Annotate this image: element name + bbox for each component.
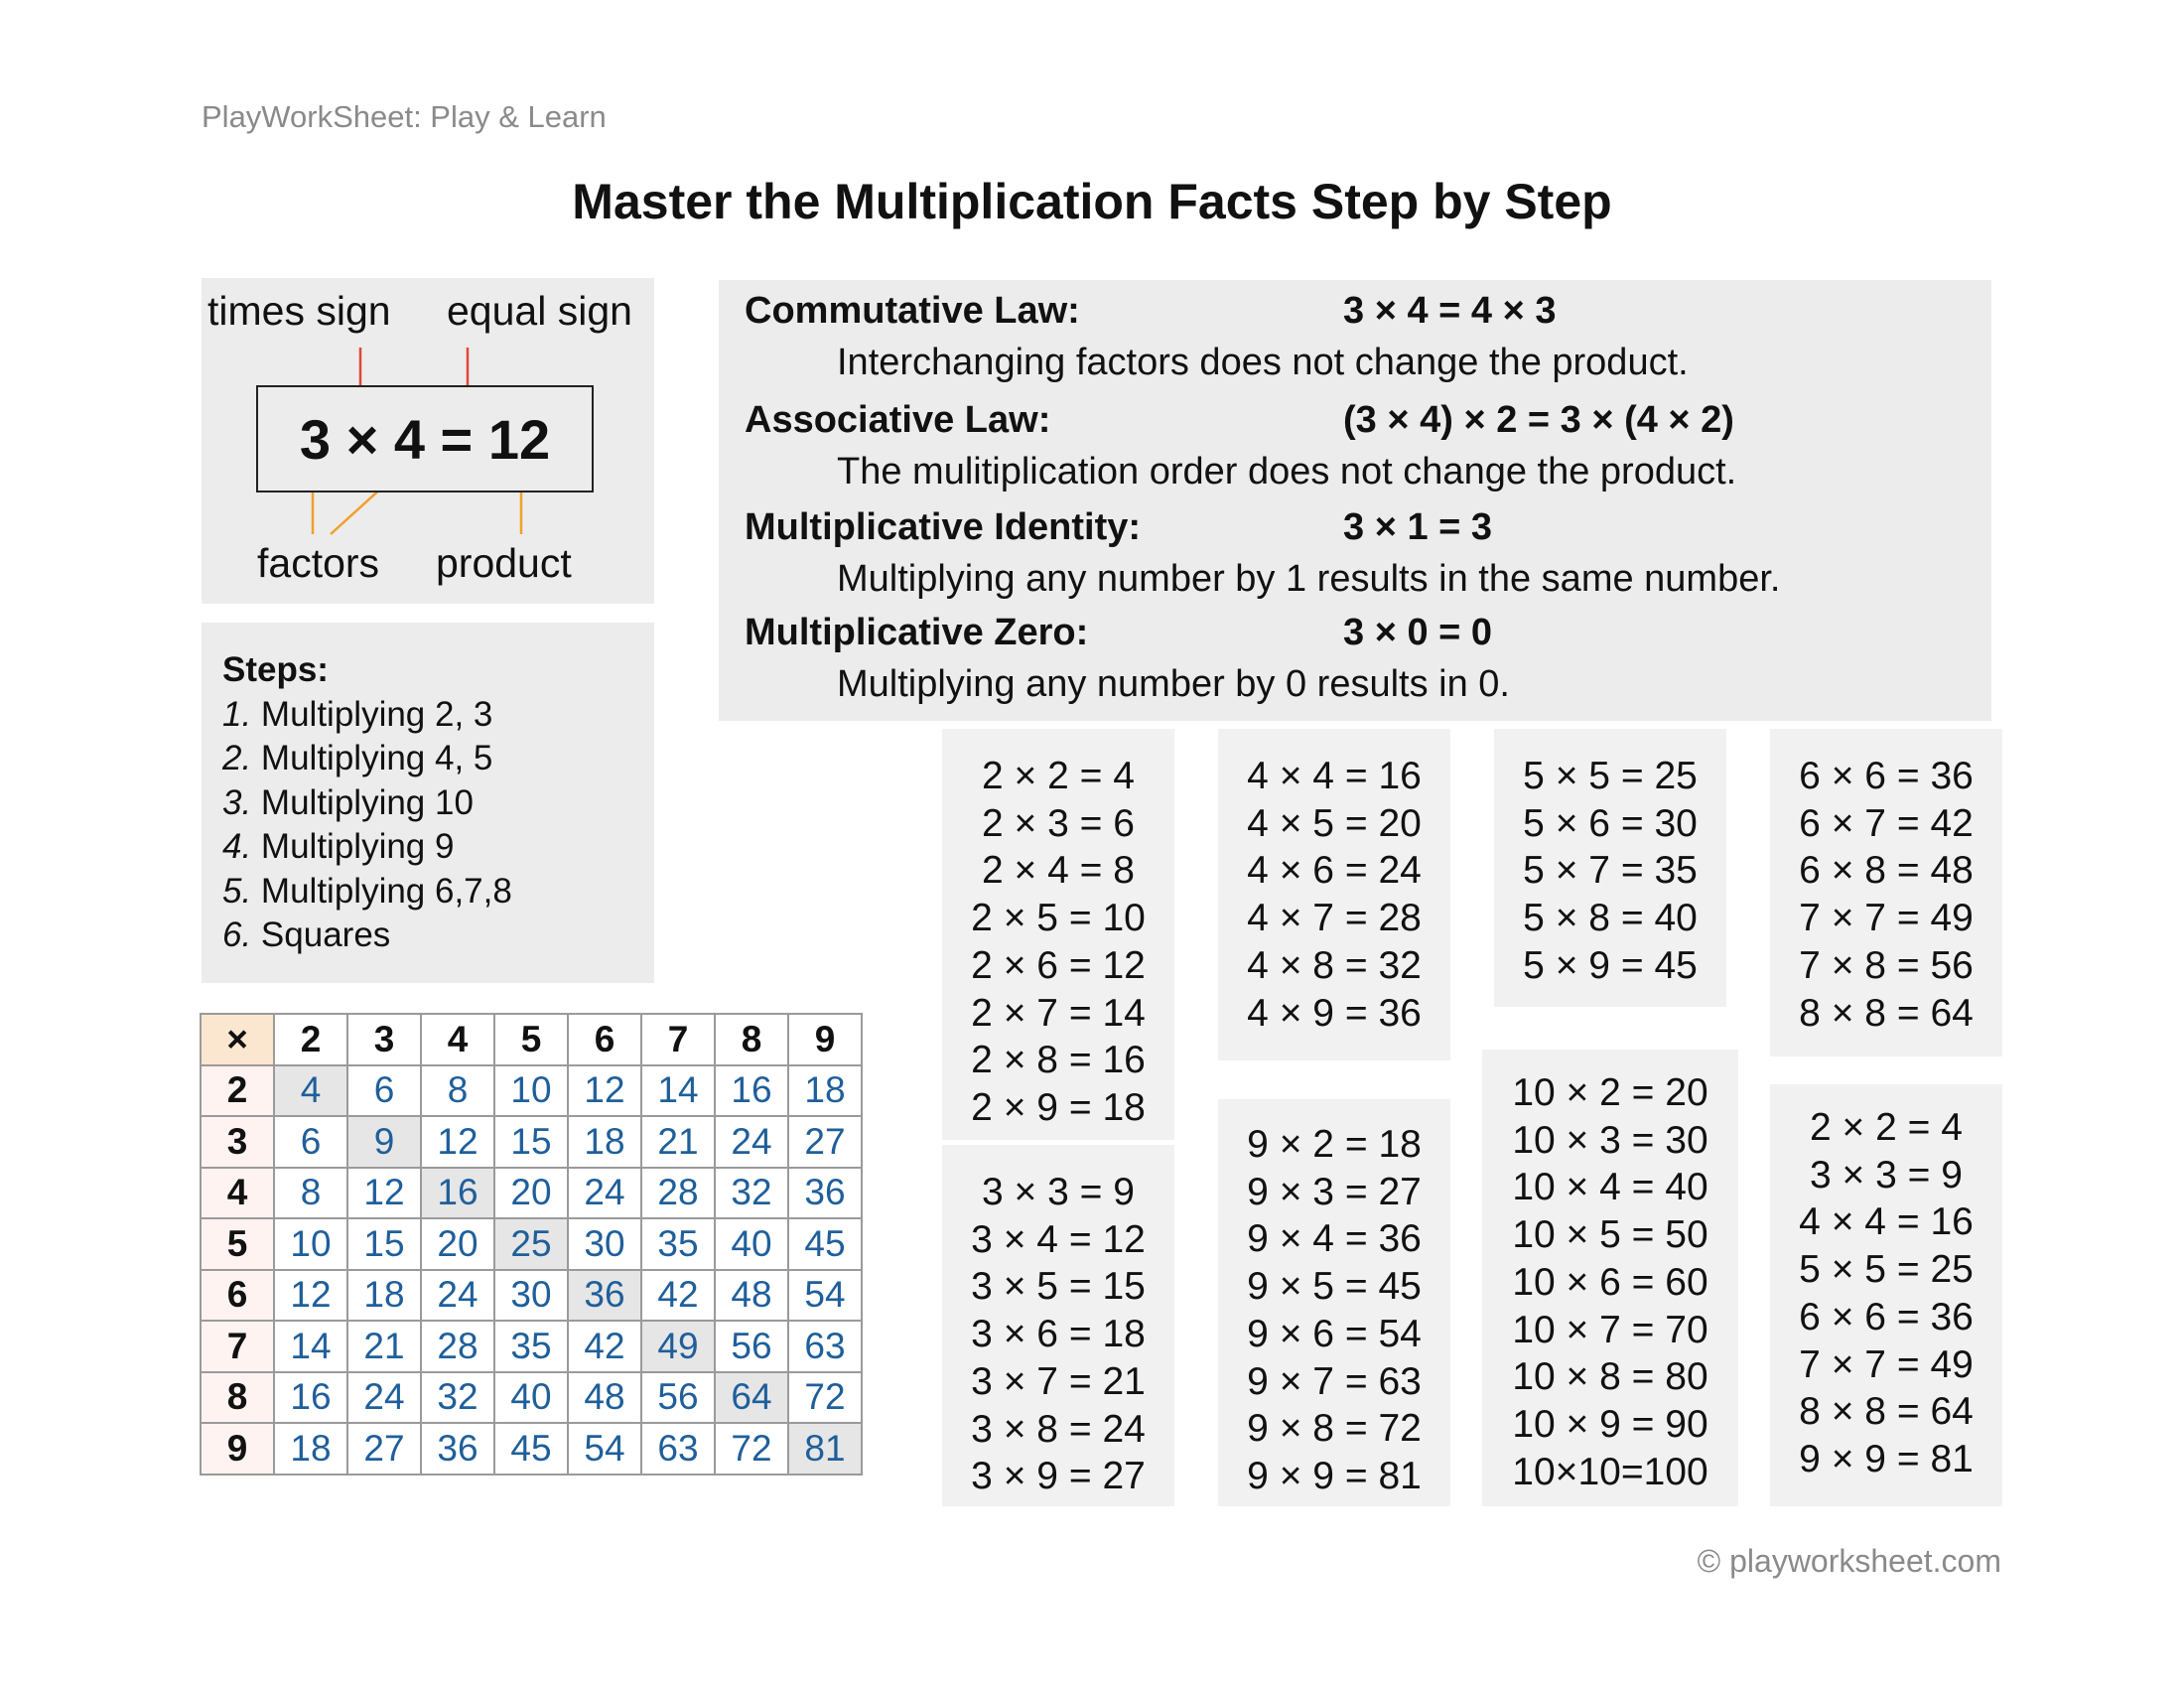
copyright-footer: © playworksheet.com (1697, 1543, 2001, 1579)
step-number: 1. (222, 694, 252, 734)
product-cell: 64 (715, 1372, 788, 1424)
step-item (222, 825, 654, 870)
product-cell: 21 (347, 1321, 421, 1372)
step-text: Multiplying 4, 5 (251, 739, 493, 777)
facts-box-fives (1494, 729, 1726, 1007)
multiplication-table (200, 1013, 863, 1476)
fact-line: 8 × 8 = 64 (1799, 1390, 1974, 1434)
product-cell: 12 (421, 1116, 494, 1168)
product-cell: 63 (788, 1321, 862, 1372)
equal-sign-label: equal sign (447, 288, 632, 334)
times-sign-label: times sign (207, 288, 391, 334)
fact-line: 9 × 7 = 63 (1247, 1359, 1422, 1403)
fact-line: 3 × 4 = 12 (971, 1217, 1146, 1261)
product-cell: 49 (641, 1321, 715, 1372)
fact-line: 5 × 8 = 40 (1523, 897, 1698, 940)
law-description: Multiplying any number by 0 results in 0. (837, 663, 1510, 705)
table-row (201, 1065, 862, 1117)
table-corner-cell: × (201, 1014, 274, 1065)
fact-line: 9 × 6 = 54 (1247, 1312, 1422, 1355)
row-header-cell: 7 (201, 1321, 274, 1372)
law-description: The mulitiplication order does not change the product. (837, 451, 1737, 492)
product-cell: 28 (421, 1321, 494, 1372)
column-header-cell: 6 (568, 1014, 641, 1065)
column-header-cell: 9 (788, 1014, 862, 1065)
table-row (201, 1218, 862, 1270)
fact-line: 2 × 5 = 10 (971, 897, 1146, 940)
product-cell: 24 (715, 1116, 788, 1168)
product-cell: 30 (494, 1270, 568, 1322)
product-cell: 6 (274, 1116, 347, 1168)
law-name: Multiplicative Identity: (745, 506, 1142, 548)
product-cell: 15 (494, 1116, 568, 1168)
product-cell: 12 (347, 1168, 421, 1219)
fact-line: 8 × 8 = 64 (1799, 991, 1974, 1035)
fact-line: 10 × 8 = 80 (1512, 1355, 1708, 1399)
product-cell: 30 (568, 1218, 641, 1270)
step-text: Squares (251, 915, 391, 954)
product-cell: 56 (641, 1372, 715, 1424)
product-cell: 14 (274, 1321, 347, 1372)
fact-line: 2 × 8 = 16 (971, 1039, 1146, 1082)
product-cell: 10 (274, 1218, 347, 1270)
column-header-cell: 5 (494, 1014, 568, 1065)
product-cell: 8 (421, 1065, 494, 1117)
column-header-cell: 7 (641, 1014, 715, 1065)
product-cell: 48 (715, 1270, 788, 1322)
laws-panel (719, 280, 1991, 721)
product-cell: 54 (788, 1270, 862, 1322)
product-cell: 36 (421, 1423, 494, 1475)
product-cell: 25 (494, 1218, 568, 1270)
fact-line: 4 × 4 = 16 (1247, 755, 1422, 797)
fact-line: 10 × 5 = 50 (1512, 1213, 1708, 1257)
step-number: 2. (222, 739, 252, 777)
steps-heading: Steps: (222, 650, 329, 689)
fact-line: 4 × 7 = 28 (1247, 897, 1422, 940)
row-header-cell: 9 (201, 1423, 274, 1475)
product-cell: 12 (568, 1065, 641, 1117)
facts-box-squares (1770, 1084, 2002, 1506)
product-cell: 18 (568, 1116, 641, 1168)
step-text: Multiplying 10 (251, 782, 474, 822)
fact-line: 5 × 9 = 45 (1523, 943, 1698, 987)
product-cell: 35 (641, 1218, 715, 1270)
product-cell: 21 (641, 1116, 715, 1168)
table-row (201, 1423, 862, 1475)
product-cell: 42 (568, 1321, 641, 1372)
product-cell: 16 (715, 1065, 788, 1117)
fact-line: 3 × 9 = 27 (971, 1455, 1146, 1498)
product-cell: 16 (274, 1372, 347, 1424)
product-cell: 8 (274, 1168, 347, 1219)
step-text: Multiplying 2, 3 (251, 694, 493, 734)
fact-line: 10 × 4 = 40 (1512, 1166, 1708, 1209)
product-label: product (436, 540, 572, 586)
table-header-row (201, 1014, 862, 1065)
product-cell: 18 (274, 1423, 347, 1475)
product-cell: 63 (641, 1423, 715, 1475)
fact-line: 4 × 4 = 16 (1799, 1200, 1974, 1244)
product-cell: 40 (494, 1372, 568, 1424)
step-item (222, 693, 654, 738)
brand-label: PlayWorkSheet: Play & Learn (202, 99, 607, 134)
fact-line: 5 × 5 = 25 (1523, 755, 1698, 797)
product-cell: 54 (568, 1423, 641, 1475)
fact-line: 10 × 2 = 20 (1512, 1071, 1708, 1114)
table-row (201, 1168, 862, 1219)
fact-line: 3 × 7 = 21 (971, 1359, 1146, 1403)
product-cell: 24 (347, 1372, 421, 1424)
fact-line: 5 × 6 = 30 (1523, 801, 1698, 845)
fact-line: 10 × 3 = 30 (1512, 1118, 1708, 1162)
product-cell: 20 (494, 1168, 568, 1219)
fact-line: 6 × 8 = 48 (1799, 849, 1974, 893)
fact-line: 9 × 8 = 72 (1247, 1407, 1422, 1451)
fact-line: 2 × 2 = 4 (1810, 1106, 1963, 1149)
fact-line: 2 × 4 = 8 (982, 849, 1135, 893)
product-cell: 48 (568, 1372, 641, 1424)
product-cell: 28 (641, 1168, 715, 1219)
step-text: Multiplying 9 (251, 827, 455, 866)
product-cell: 45 (494, 1423, 568, 1475)
law-name: Multiplicative Zero: (745, 612, 1089, 653)
product-cell: 14 (641, 1065, 715, 1117)
row-header-cell: 3 (201, 1116, 274, 1168)
fact-line: 9 × 9 = 81 (1247, 1454, 1422, 1497)
row-header-cell: 5 (201, 1218, 274, 1270)
fact-line: 4 × 9 = 36 (1247, 991, 1422, 1035)
product-cell: 20 (421, 1218, 494, 1270)
product-cell: 12 (274, 1270, 347, 1322)
law-description: Interchanging factors does not change the product. (837, 342, 1689, 383)
facts-box-nines (1218, 1099, 1450, 1506)
column-header-cell: 4 (421, 1014, 494, 1065)
facts-box-threes (942, 1145, 1174, 1506)
law-formula: (3 × 4) × 2 = 3 × (4 × 2) (1343, 399, 1734, 441)
fact-line: 4 × 6 = 24 (1247, 849, 1422, 893)
column-header-cell: 2 (274, 1014, 347, 1065)
fact-line: 7 × 7 = 49 (1799, 1342, 1974, 1386)
fact-line: 5 × 7 = 35 (1523, 849, 1698, 893)
product-cell: 15 (347, 1218, 421, 1270)
fact-line: 6 × 7 = 42 (1799, 801, 1974, 845)
column-header-cell: 8 (715, 1014, 788, 1065)
fact-line: 9 × 9 = 81 (1799, 1437, 1974, 1480)
product-cell: 18 (347, 1270, 421, 1322)
factors-label: factors (257, 540, 380, 586)
step-item (222, 737, 654, 781)
product-cell: 35 (494, 1321, 568, 1372)
steps-list (222, 693, 654, 958)
fact-line: 2 × 3 = 6 (982, 801, 1135, 845)
fact-line: 9 × 3 = 27 (1247, 1170, 1422, 1213)
fact-line: 2 × 6 = 12 (971, 943, 1146, 987)
equation-box: 3 × 4 = 12 (256, 385, 594, 492)
product-cell: 4 (274, 1065, 347, 1117)
facts-box-twos (942, 729, 1174, 1140)
row-header-cell: 6 (201, 1270, 274, 1322)
table-row (201, 1270, 862, 1322)
law-name: Commutative Law: (745, 290, 1080, 332)
fact-line: 3 × 5 = 15 (971, 1265, 1146, 1309)
product-cell: 27 (347, 1423, 421, 1475)
product-cell: 72 (715, 1423, 788, 1475)
steps-panel (202, 623, 654, 983)
law-description: Multiplying any number by 1 results in the same number. (837, 558, 1781, 600)
product-cell: 81 (788, 1423, 862, 1475)
fact-line: 4 × 5 = 20 (1247, 801, 1422, 845)
fact-line: 3 × 6 = 18 (971, 1313, 1146, 1356)
facts-box-sixes-sevens-eights (1770, 729, 2002, 1056)
page-title: Master the Multiplication Facts Step by Step (572, 174, 1612, 229)
fact-line: 7 × 8 = 56 (1799, 943, 1974, 987)
law-formula: 3 × 4 = 4 × 3 (1343, 290, 1557, 332)
fact-line: 2 × 7 = 14 (971, 991, 1146, 1035)
product-cell: 32 (715, 1168, 788, 1219)
fact-line: 10 × 9 = 90 (1512, 1402, 1708, 1446)
law-formula: 3 × 0 = 0 (1343, 612, 1493, 653)
law-formula: 3 × 1 = 3 (1343, 506, 1493, 548)
fact-line: 3 × 3 = 9 (1810, 1153, 1963, 1196)
fact-line: 2 × 2 = 4 (982, 755, 1135, 797)
fact-line: 2 × 9 = 18 (971, 1085, 1146, 1129)
product-cell: 16 (421, 1168, 494, 1219)
product-cell: 27 (788, 1116, 862, 1168)
product-cell: 24 (568, 1168, 641, 1219)
law-name: Associative Law: (745, 399, 1051, 441)
step-number: 6. (222, 915, 252, 954)
fact-line: 3 × 3 = 9 (982, 1171, 1135, 1213)
product-cell: 24 (421, 1270, 494, 1322)
product-cell: 32 (421, 1372, 494, 1424)
fact-line: 6 × 6 = 36 (1799, 1295, 1974, 1338)
step-item (222, 781, 654, 826)
step-number: 5. (222, 871, 252, 911)
facts-box-tens (1482, 1050, 1738, 1506)
fact-line: 5 × 5 = 25 (1799, 1248, 1974, 1292)
step-number: 4. (222, 827, 252, 866)
fact-line: 10×10=100 (1512, 1450, 1708, 1493)
product-cell: 72 (788, 1372, 862, 1424)
step-text: Multiplying 6,7,8 (251, 871, 512, 911)
fact-line: 6 × 6 = 36 (1799, 755, 1974, 797)
step-item (222, 914, 654, 958)
product-cell: 42 (641, 1270, 715, 1322)
fact-line: 9 × 4 = 36 (1247, 1217, 1422, 1261)
fact-line: 4 × 8 = 32 (1247, 943, 1422, 987)
fact-line: 10 × 7 = 70 (1512, 1308, 1708, 1351)
product-cell: 6 (347, 1065, 421, 1117)
product-cell: 10 (494, 1065, 568, 1117)
product-cell: 56 (715, 1321, 788, 1372)
fact-line: 9 × 2 = 18 (1247, 1123, 1422, 1166)
fact-line: 10 × 6 = 60 (1512, 1260, 1708, 1304)
facts-box-fours (1218, 729, 1450, 1060)
row-header-cell: 4 (201, 1168, 274, 1219)
product-cell: 45 (788, 1218, 862, 1270)
table-row (201, 1372, 862, 1424)
equation-anatomy-panel (202, 278, 654, 604)
product-cell: 36 (568, 1270, 641, 1322)
fact-line: 9 × 5 = 45 (1247, 1265, 1422, 1309)
product-cell: 40 (715, 1218, 788, 1270)
product-cell: 36 (788, 1168, 862, 1219)
row-header-cell: 2 (201, 1065, 274, 1117)
fact-line: 3 × 8 = 24 (971, 1407, 1146, 1451)
fact-line: 7 × 7 = 49 (1799, 897, 1974, 940)
step-item (222, 870, 654, 914)
product-cell: 18 (788, 1065, 862, 1117)
table-row (201, 1116, 862, 1168)
row-header-cell: 8 (201, 1372, 274, 1424)
column-header-cell: 3 (347, 1014, 421, 1065)
table-row (201, 1321, 862, 1372)
product-cell: 9 (347, 1116, 421, 1168)
step-number: 3. (222, 782, 252, 822)
